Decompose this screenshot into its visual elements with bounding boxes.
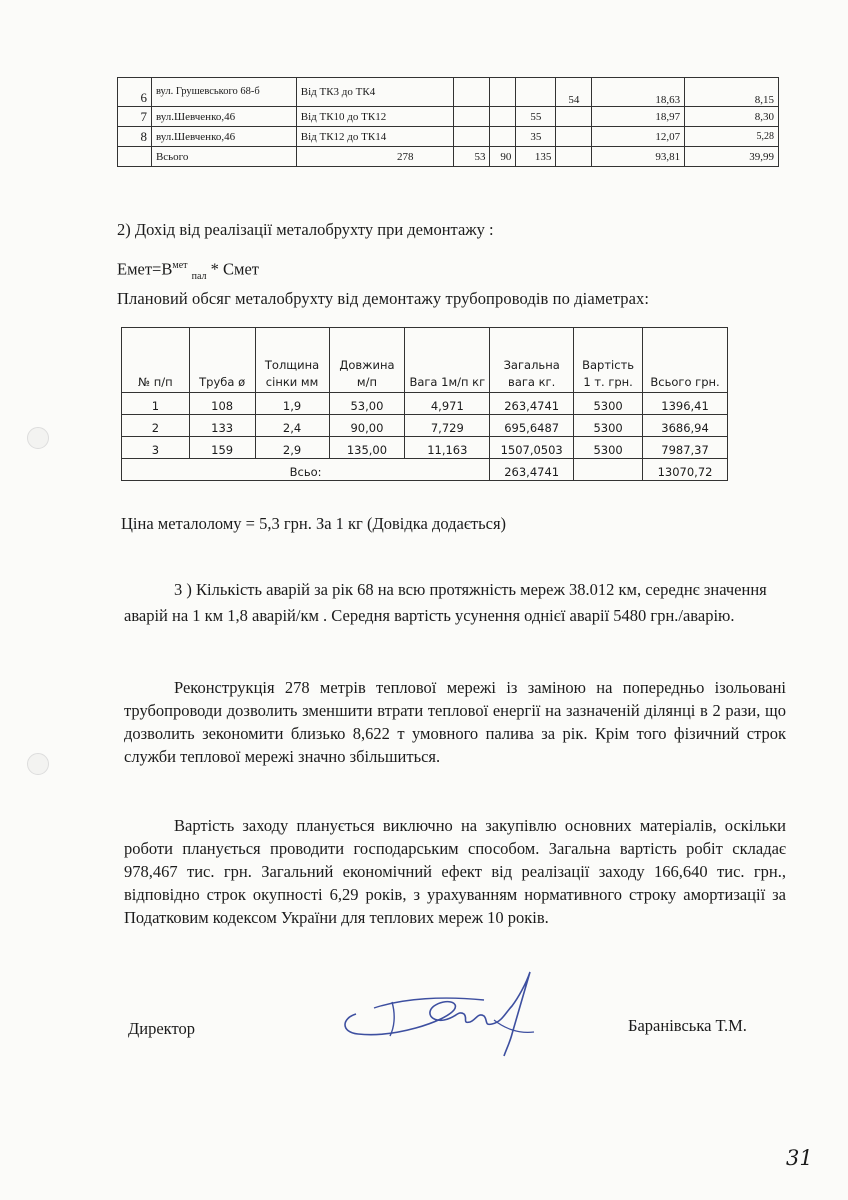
table-cell: 2,9 <box>255 437 329 459</box>
value-cell: 54 <box>556 78 592 107</box>
total-label: Всього <box>151 147 296 167</box>
value-cell: 12,07 <box>592 127 685 147</box>
value-cell: 55 <box>516 107 556 127</box>
table-cell: 695,6487 <box>490 415 574 437</box>
signatory-title: Директор <box>128 1019 195 1038</box>
table-total-row <box>118 147 779 167</box>
table-cell: 5300 <box>574 437 643 459</box>
signatory-name: Баранівська Т.М. <box>628 1016 747 1035</box>
value-cell <box>454 127 490 147</box>
section-cell: Від ТК3 до ТК4 <box>296 78 454 107</box>
formula-sub: пал <box>191 270 207 282</box>
table-cell: 108 <box>189 393 255 415</box>
total-cell: 93,81 <box>592 147 685 167</box>
table-cell: 263,4741 <box>490 393 574 415</box>
table-cell: 7,729 <box>405 415 490 437</box>
row-number: 8 <box>118 127 152 147</box>
table-cell: 1396,41 <box>643 393 728 415</box>
punch-hole-bottom <box>27 753 49 775</box>
value-cell: 18,97 <box>592 107 685 127</box>
table-cell: 133 <box>189 415 255 437</box>
column-header: Всього грн. <box>643 328 728 393</box>
value-cell: 8,30 <box>685 107 779 127</box>
table-cell: 11,163 <box>405 437 490 459</box>
section-cell: Від ТК12 до ТК14 <box>296 127 454 147</box>
section-cell: Від ТК10 до ТК12 <box>296 107 454 127</box>
total-cell: 39,99 <box>685 147 779 167</box>
column-header: Довжина м/п <box>329 328 405 393</box>
value-cell: 35 <box>516 127 556 147</box>
table-cell: 1507,0503 <box>490 437 574 459</box>
column-header: Загальна вага кг. <box>490 328 574 393</box>
page-number: 31 <box>786 1146 813 1170</box>
row-number: 6 <box>118 78 152 107</box>
accidents-paragraph: 3 ) Кількість аварій за рік 68 на всю протяжність мереж 38.012 км, середнє значення аварій на 1 км 1,8 аварій/км . Середня вартість усунення однієї аварії 5480 грн./аварію. <box>124 580 767 625</box>
formula-part: Емет=В <box>117 259 173 279</box>
metal-scrap-table <box>121 327 728 481</box>
table-cell: 1,9 <box>255 393 329 415</box>
value-cell <box>490 107 516 127</box>
table-row <box>118 107 779 127</box>
table-header-row <box>122 328 728 393</box>
table-row <box>118 78 779 107</box>
total-cell: 278 <box>296 147 454 167</box>
table-cell: 159 <box>189 437 255 459</box>
table-cell: 5300 <box>574 415 643 437</box>
value-cell <box>454 107 490 127</box>
street-cell: вул. Грушевського 68-б <box>151 78 296 107</box>
total-cell: 90 <box>490 147 516 167</box>
column-header: Труба ø <box>189 328 255 393</box>
value-cell: 5,28 <box>685 127 779 147</box>
table-row <box>122 393 728 415</box>
network-sections-table <box>117 77 779 167</box>
table-row <box>122 437 728 459</box>
price-note: Ціна металолому = 5,3 грн. За 1 кг (Довідка додається) <box>121 514 507 533</box>
section2-heading: 2) Дохід від реалізації металобрухту при демонтажу : <box>117 220 494 239</box>
row-number: 7 <box>118 107 152 127</box>
table-cell: 53,00 <box>329 393 405 415</box>
value-cell <box>454 78 490 107</box>
value-cell <box>490 127 516 147</box>
table-row <box>118 127 779 147</box>
formula <box>117 255 259 288</box>
table-cell: 7987,37 <box>643 437 728 459</box>
street-cell: вул.Шевченко,46 <box>151 107 296 127</box>
total-sum: 13070,72 <box>643 459 728 481</box>
table-cell: 135,00 <box>329 437 405 459</box>
value-cell: 18,63 <box>592 78 685 107</box>
table-row <box>122 415 728 437</box>
formula-sup: мет <box>172 260 188 271</box>
value-cell <box>556 127 592 147</box>
table-cell: 3 <box>122 437 190 459</box>
table-cell: 5300 <box>574 393 643 415</box>
section2-intro: Плановий обсяг металобрухту від демонтажу трубопроводів по діаметрах: <box>117 289 650 308</box>
total-cell: 53 <box>454 147 490 167</box>
value-cell <box>556 107 592 127</box>
punch-hole-top <box>27 427 49 449</box>
signature-image <box>334 962 554 1062</box>
table-cell: 2,4 <box>255 415 329 437</box>
total-label: Всьо: <box>122 459 490 481</box>
table-cell: 2 <box>122 415 190 437</box>
street-cell: вул.Шевченко,46 <box>151 127 296 147</box>
formula-part: * Смет <box>206 259 259 279</box>
total-cell: 135 <box>516 147 556 167</box>
table-total-row <box>122 459 728 481</box>
column-header: № п/п <box>122 328 190 393</box>
table-cell: 3686,94 <box>643 415 728 437</box>
value-cell <box>516 78 556 107</box>
value-cell: 8,15 <box>685 78 779 107</box>
table-cell: 1 <box>122 393 190 415</box>
column-header: Вага 1м/п кг <box>405 328 490 393</box>
reconstruction-paragraph: Реконструкція 278 метрів теплової мережі із заміною на попередньо ізольовані трубопроводи дозволить зменшити втрати теплової енергії на зазначеній ділянці в 2 рази, що дозволить зекономити близько 8,622 т умовного палива за рік. Крім того фізичний строк служби теплової мережі значно збільшиться. <box>124 678 786 766</box>
total-weight: 263,4741 <box>490 459 574 481</box>
value-cell <box>490 78 516 107</box>
cost-paragraph: Вартість заходу планується виключно на закупівлю основних матеріалів, оскільки роботи планується проводити господарським способом. Загальна вартість робіт складає 978,467 тис. грн. Загальний економічний ефект від реалізації заходу 166,640 тис. грн., відповідно строк окупності 6,29 років, з урахуванням нормативного строку амортизації за Податковим кодексом України для теплових мереж 10 років. <box>124 816 786 927</box>
table-cell: 90,00 <box>329 415 405 437</box>
column-header: Толщина сінки мм <box>255 328 329 393</box>
table-cell: 4,971 <box>405 393 490 415</box>
column-header: Вартість 1 т. грн. <box>574 328 643 393</box>
